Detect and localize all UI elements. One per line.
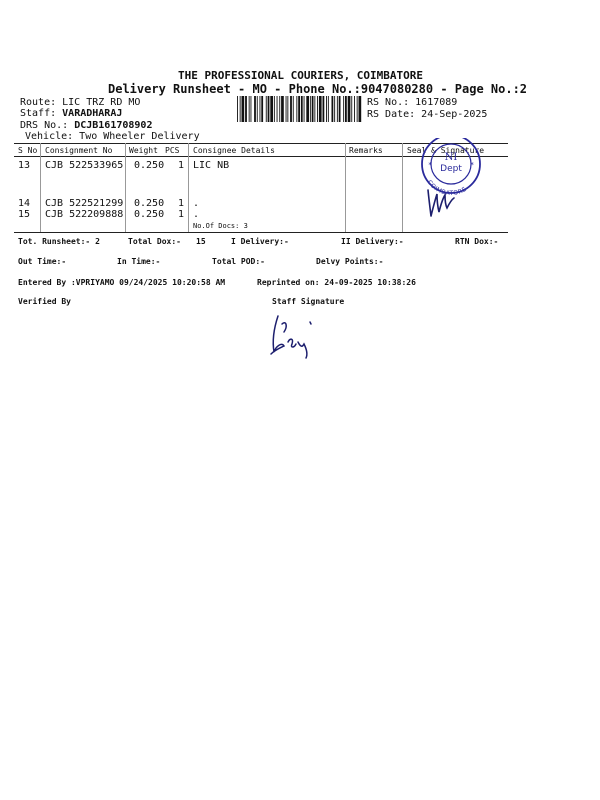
barcode-bar xyxy=(298,96,300,122)
barcode-bar xyxy=(279,96,280,122)
barcode-bar xyxy=(260,96,261,122)
barcode-bar xyxy=(314,96,315,122)
in-time: In Time:- xyxy=(117,257,161,266)
row-15-pcs: 1 xyxy=(178,209,185,220)
col-header-consignee: Consignee Details xyxy=(193,146,275,155)
delvy-points: Delvy Points:- xyxy=(316,257,384,266)
barcode-bar xyxy=(242,96,245,122)
table-bottom-rule xyxy=(14,232,508,233)
total-pod: Total POD:- xyxy=(212,257,265,266)
runsheet-title: Delivery Runsheet - MO - Phone No.:9047080280 - Page No.:2 xyxy=(108,82,528,96)
col-header-consignment: Consignment No xyxy=(45,146,113,155)
company-name: THE PROFESSIONAL COURIERS, COIMBATORE xyxy=(178,69,424,82)
barcode-bar xyxy=(312,96,314,122)
receiver-signature xyxy=(424,186,460,222)
barcode-bar xyxy=(249,96,250,122)
rtn-dox: RTN Dox:- xyxy=(455,237,499,246)
col-sep-5 xyxy=(402,143,403,232)
verified-by: Verified By xyxy=(18,297,71,306)
col-header-remarks: Remarks xyxy=(349,146,383,155)
barcode-bar xyxy=(270,96,273,122)
barcode-bar xyxy=(245,96,247,122)
col-sep-1 xyxy=(40,143,41,232)
barcode-bar xyxy=(351,96,352,122)
row-14-consignment: CJB 522521299 xyxy=(45,198,124,209)
rs-date: RS Date: 24-Sep-2025 xyxy=(367,109,488,120)
barcode-bar xyxy=(334,96,335,122)
barcode-bar xyxy=(354,96,355,122)
staff-value: VARADHARAJ xyxy=(62,108,123,119)
barcode-bar xyxy=(293,96,294,122)
barcode-bar xyxy=(268,96,270,122)
barcode-bar xyxy=(261,96,263,122)
stamp-ring-text: COIMBATORE xyxy=(425,179,468,196)
row-15-weight: 0.250 xyxy=(134,209,165,220)
col-header-sno: S No xyxy=(18,146,38,155)
barcode-bar xyxy=(254,96,256,122)
drs-value: DCJB161708902 xyxy=(74,120,153,131)
barcode-bar xyxy=(323,96,325,122)
ii-delivery: II Delivery:- xyxy=(341,237,404,246)
out-time: Out Time:- xyxy=(18,257,67,266)
barcode-bar xyxy=(286,96,287,122)
row-14-sno: 14 xyxy=(18,198,31,209)
barcode-bar xyxy=(328,96,329,122)
total-dox-value: 15 xyxy=(196,237,206,246)
barcode-bar xyxy=(281,96,284,122)
drs-row xyxy=(20,120,152,131)
col-sep-4 xyxy=(345,143,346,232)
barcode xyxy=(237,96,365,122)
col-sep-2 xyxy=(125,143,126,232)
barcode-bar xyxy=(257,96,258,122)
row-15-sno: 15 xyxy=(18,209,31,220)
staff-signature xyxy=(262,312,320,362)
i-delivery: I Delivery:- xyxy=(231,237,289,246)
col-header-pcs: PCS xyxy=(165,146,180,155)
row-13-pcs: 1 xyxy=(178,160,185,171)
barcode-bar xyxy=(326,96,327,122)
row-15-consignee: . xyxy=(193,209,200,220)
barcode-bar xyxy=(266,96,267,122)
barcode-bar xyxy=(301,96,303,122)
barcode-bar xyxy=(237,96,238,122)
stamp-star-right: * xyxy=(470,161,475,169)
staff-label: Staff: xyxy=(20,108,57,119)
reprinted-on: Reprinted on: 24-09-2025 10:38:26 xyxy=(257,278,416,287)
stamp-line2: Dept xyxy=(440,164,462,174)
staff-signature-label: Staff Signature xyxy=(272,297,345,306)
barcode-bar xyxy=(310,96,311,122)
rs-no: RS No.: 1617089 xyxy=(367,97,458,108)
row-13-weight: 0.250 xyxy=(134,160,165,171)
row-13-consignee: LIC NB xyxy=(193,160,230,171)
stamp-star-left: * xyxy=(428,161,433,169)
barcode-bar xyxy=(277,96,278,122)
barcode-bar xyxy=(339,96,341,122)
barcode-bar xyxy=(345,96,347,122)
docs-count: No.Of Docs: 3 xyxy=(193,222,248,230)
row-14-pcs: 1 xyxy=(178,198,185,209)
barcode-bar xyxy=(306,96,309,122)
entered-by: Entered By :VPRIYAMO 09/24/2025 10:20:58 AM xyxy=(18,278,226,287)
barcode-bar xyxy=(343,96,344,122)
barcode-bar xyxy=(290,96,292,122)
tot-runsheet: Tot. Runsheet:- 2 xyxy=(18,237,100,246)
barcode-bar xyxy=(240,96,241,122)
barcode-bar xyxy=(317,96,318,122)
row-13-sno: 13 xyxy=(18,160,31,171)
barcode-bar xyxy=(296,96,297,122)
total-dox-label: Total Dox:- xyxy=(128,237,181,246)
barcode-bar xyxy=(359,96,362,122)
route-text: Route: LIC TRZ RD MO xyxy=(20,97,141,108)
barcode-bar xyxy=(251,96,252,122)
drs-label: DRS No.: xyxy=(20,120,69,131)
barcode-bar xyxy=(332,96,334,122)
row-14-weight: 0.250 xyxy=(134,198,165,209)
barcode-bar xyxy=(337,96,338,122)
vehicle-text: Vehicle: Two Wheeler Delivery xyxy=(25,131,200,142)
barcode-bar xyxy=(304,96,305,122)
row-15-consignment: CJB 522209888 xyxy=(45,209,124,220)
barcode-bar xyxy=(348,96,351,122)
row-13-consignment: CJB 522533965 xyxy=(45,160,124,171)
col-header-weight: Weight xyxy=(129,146,158,155)
barcode-bar xyxy=(287,96,288,122)
barcode-bar xyxy=(319,96,322,122)
row-14-consignee: . xyxy=(193,198,200,209)
staff-row xyxy=(20,108,122,119)
col-sep-3 xyxy=(188,143,189,232)
col-header-seal: Seal & Signature xyxy=(407,146,485,155)
stamp-line1: NI xyxy=(444,152,458,163)
barcode-bar xyxy=(357,96,358,122)
barcode-bar xyxy=(274,96,275,122)
